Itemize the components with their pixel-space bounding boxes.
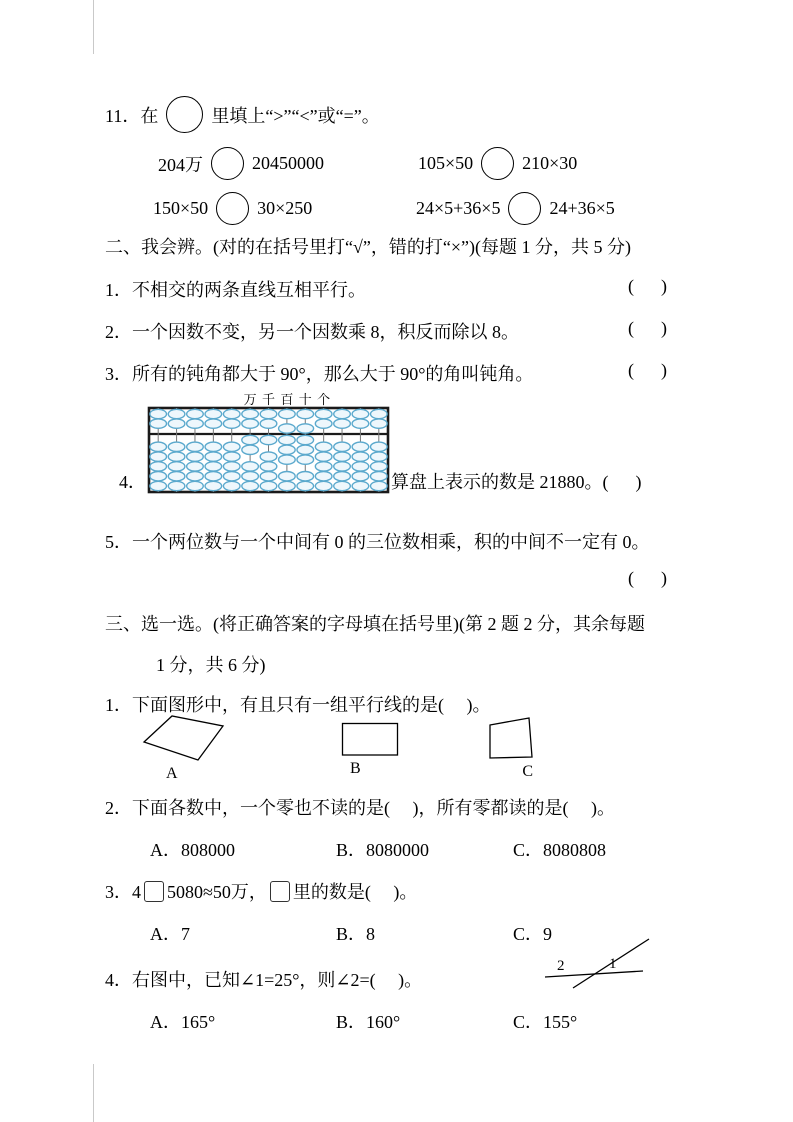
comparison-right: 20450000 [252, 153, 324, 173]
judge-item-text: 1．不相交的两条直线互相平行。 [105, 280, 366, 300]
question-text-segment: 3．4 [105, 882, 141, 902]
trapezoid-c-shape [487, 716, 535, 760]
option-a: A．7 [150, 924, 190, 944]
section-choose-title-line1: 三、选一选。(将正确答案的字母填在括号里)(第 2 题 2 分，其余每题 [105, 614, 645, 634]
choice-q2-options [150, 836, 606, 862]
question-text-segment: 里的数是( )。 [292, 882, 418, 902]
judge-item-4 [119, 392, 642, 498]
comparison-circle [481, 147, 514, 180]
choice-question-1: 1．下面图形中，有且只有一组平行线的是( )。 [105, 695, 491, 715]
svg-text:万: 万 [243, 392, 257, 407]
blank-digit-box [270, 881, 290, 902]
angle-diagram [543, 938, 655, 990]
svg-text:个: 个 [317, 392, 331, 407]
question-text-segment: 5080≈50万， [167, 882, 267, 902]
comparison-right: 30×250 [257, 198, 313, 218]
option-b: B．8 [336, 924, 376, 944]
svg-text:千: 千 [261, 392, 276, 407]
answer-parentheses: ( ) [628, 568, 667, 588]
choice-q3-options [150, 920, 552, 946]
option-b: B．8080000 [336, 840, 430, 860]
judge-item-1 [105, 276, 667, 302]
angle-label-2: 2 [557, 958, 565, 974]
abacus-image [146, 392, 391, 498]
angle-figure [543, 938, 655, 990]
page-edge-mark-top [93, 0, 94, 54]
option-c: C．8080808 [513, 840, 607, 860]
comparison-circle [211, 147, 244, 180]
choice-q4-options [150, 1008, 577, 1034]
judge-item-2 [105, 318, 667, 344]
comparison-left: 204万 [158, 154, 203, 175]
judge-item-text: 3．所有的钝角都大于 90°，那么大于 90°的角叫钝角。 [105, 364, 534, 384]
option-a: A．165° [150, 1012, 216, 1032]
comparison-circle [508, 192, 541, 225]
choice-question-3 [105, 878, 417, 904]
svg-text:百: 百 [280, 392, 294, 407]
quadrilateral-a-shape [142, 714, 227, 762]
option-a: A．808000 [150, 840, 235, 860]
answer-parentheses: ( ) [628, 276, 667, 296]
comparison-circle [166, 96, 203, 133]
answer-parentheses: ( ) [628, 318, 667, 338]
comparison-item [153, 192, 312, 225]
page-edge-mark-bottom [93, 1064, 94, 1122]
blank-digit-box [144, 881, 164, 902]
comparison-left: 150×50 [153, 198, 209, 218]
comparison-item [416, 192, 615, 225]
question-11-suffix: 里填上“>”“<”或“=”。 [211, 105, 380, 126]
judge-item-5: 5．一个两位数与一个中间有 0 的三位数相乘，积的中间不一定有 0。 [105, 532, 650, 552]
shape-label-c: C [522, 763, 533, 780]
comparison-left: 105×50 [418, 153, 474, 173]
shape-option-b [341, 722, 399, 778]
rectangle-b-shape [341, 722, 399, 757]
svg-text:十: 十 [298, 392, 312, 407]
choice-question-2: 2．下面各数中，一个零也不读的是( )，所有零都读的是( )。 [105, 798, 615, 818]
judge-item-number: 4． [119, 472, 146, 492]
section-judge-title: 二、我会辨。(对的在括号里打“√”，错的打“×”)(每题 1 分，共 5 分) [105, 237, 631, 257]
comparison-circle [216, 192, 249, 225]
shape-option-c [487, 716, 535, 781]
option-c: C．155° [513, 1012, 578, 1032]
comparison-left: 24×5+36×5 [416, 198, 501, 218]
shape-label-b: B [350, 760, 361, 777]
question-11-header [105, 96, 380, 133]
option-c: C．9 [513, 924, 553, 944]
answer-parentheses: ( ) [628, 360, 667, 380]
judge-item-3 [105, 360, 667, 386]
judge-item-text: 算盘上表示的数是 21880。( ) [391, 472, 642, 492]
comparison-item [418, 147, 577, 180]
question-11-prefix: 11．在 [105, 105, 159, 126]
angle-label-1: 1 [609, 956, 617, 972]
comparison-right: 210×30 [522, 153, 578, 173]
choice-question-4: 4．右图中，已知∠1=25°，则∠2=( )。 [105, 970, 423, 990]
judge-item-text: 2．一个因数不变，另一个因数乘 8，积反而除以 8。 [105, 322, 519, 342]
comparison-item [158, 147, 324, 180]
option-b: B．160° [336, 1012, 401, 1032]
shape-label-a: A [166, 765, 178, 782]
section-choose-title-line2: 1 分，共 6 分) [156, 655, 266, 675]
shape-option-a [142, 714, 227, 783]
comparison-right: 24+36×5 [549, 198, 615, 218]
